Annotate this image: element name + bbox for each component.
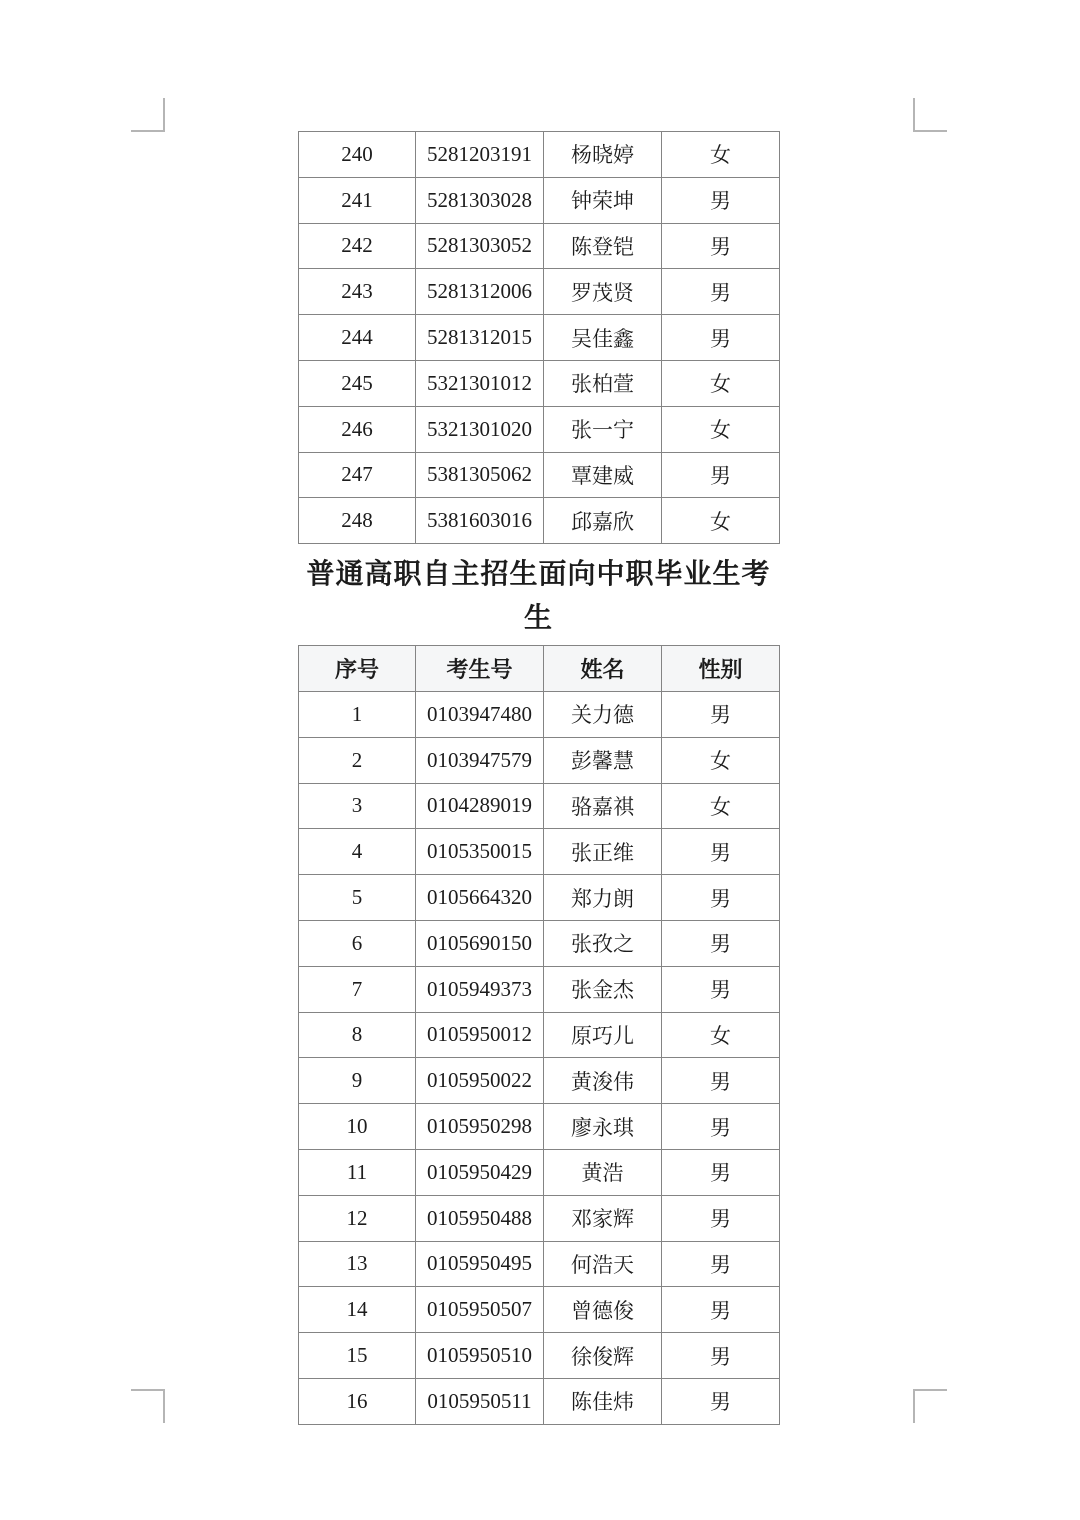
cell-gender: 女: [662, 1012, 780, 1058]
cell-candidate-no: 0105950022: [416, 1058, 544, 1104]
table-row: [299, 737, 780, 783]
cell-gender: 男: [662, 1287, 780, 1333]
cell-serial: 16: [299, 1378, 416, 1424]
cell-gender: 女: [662, 360, 780, 406]
cell-candidate-no: 0103947480: [416, 691, 544, 737]
cell-name: 徐俊辉: [544, 1333, 662, 1379]
table-row: [299, 920, 780, 966]
table-row: [299, 691, 780, 737]
cell-gender: 男: [662, 920, 780, 966]
cell-gender: 女: [662, 737, 780, 783]
cell-candidate-no: 5321301012: [416, 360, 544, 406]
table-row: [299, 1333, 780, 1379]
continuation-table: [298, 131, 780, 544]
cell-candidate-no: 0105949373: [416, 966, 544, 1012]
cell-gender: 男: [662, 1241, 780, 1287]
column-header-name: 姓名: [544, 646, 662, 692]
table-row: [299, 452, 780, 498]
table-row: [299, 132, 780, 178]
continuation-table-body: [299, 132, 780, 544]
cell-name: 杨晓婷: [544, 132, 662, 178]
cell-gender: 男: [662, 452, 780, 498]
table-row: [299, 269, 780, 315]
cell-name: 覃建威: [544, 452, 662, 498]
cell-serial: 245: [299, 360, 416, 406]
cell-gender: 男: [662, 269, 780, 315]
cell-candidate-no: 5321301020: [416, 406, 544, 452]
cell-candidate-no: 0104289019: [416, 783, 544, 829]
table-row: [299, 1104, 780, 1150]
cell-serial: 14: [299, 1287, 416, 1333]
cell-gender: 男: [662, 875, 780, 921]
table-row: [299, 1241, 780, 1287]
candidates-table-body: [299, 691, 780, 1424]
cell-name: 郑力朗: [544, 875, 662, 921]
cell-serial: 8: [299, 1012, 416, 1058]
cell-candidate-no: 5281203191: [416, 132, 544, 178]
table-row: [299, 1058, 780, 1104]
cell-gender: 男: [662, 177, 780, 223]
table-row: [299, 1378, 780, 1424]
table-row: [299, 1012, 780, 1058]
cell-name: 黄浚伟: [544, 1058, 662, 1104]
cell-gender: 女: [662, 783, 780, 829]
cell-name: 张一宁: [544, 406, 662, 452]
cell-name: 廖永琪: [544, 1104, 662, 1150]
cell-serial: 10: [299, 1104, 416, 1150]
cell-candidate-no: 0105950012: [416, 1012, 544, 1058]
cell-name: 张柏萱: [544, 360, 662, 406]
cell-name: 陈登铠: [544, 223, 662, 269]
table-row: [299, 829, 780, 875]
table-row: [299, 1195, 780, 1241]
cell-serial: 12: [299, 1195, 416, 1241]
table-row: [299, 783, 780, 829]
cell-gender: 女: [662, 406, 780, 452]
cell-candidate-no: 0105950298: [416, 1104, 544, 1150]
table-row: [299, 177, 780, 223]
cell-candidate-no: 0105950510: [416, 1333, 544, 1379]
cell-name: 何浩天: [544, 1241, 662, 1287]
cell-candidate-no: 0105950495: [416, 1241, 544, 1287]
cell-serial: 7: [299, 966, 416, 1012]
cell-gender: 男: [662, 1104, 780, 1150]
table-row: [299, 966, 780, 1012]
table-row: [299, 1287, 780, 1333]
cell-name: 张金杰: [544, 966, 662, 1012]
cell-gender: 男: [662, 1378, 780, 1424]
cell-candidate-no: 0105950507: [416, 1287, 544, 1333]
crop-mark-bottom-right: [913, 1389, 947, 1423]
cell-candidate-no: 0105690150: [416, 920, 544, 966]
cell-gender: 男: [662, 691, 780, 737]
cell-serial: 241: [299, 177, 416, 223]
table-row: [299, 1149, 780, 1195]
cell-candidate-no: 0105664320: [416, 875, 544, 921]
column-header-gender: 性别: [662, 646, 780, 692]
cell-serial: 248: [299, 498, 416, 544]
cell-gender: 男: [662, 1195, 780, 1241]
cell-serial: 1: [299, 691, 416, 737]
page-content: [298, 131, 779, 1425]
cell-candidate-no: 5281303028: [416, 177, 544, 223]
cell-candidate-no: 0105950511: [416, 1378, 544, 1424]
table-row: [299, 360, 780, 406]
cell-name: 邱嘉欣: [544, 498, 662, 544]
cell-name: 原巧儿: [544, 1012, 662, 1058]
cell-gender: 男: [662, 1058, 780, 1104]
cell-name: 黄浩: [544, 1149, 662, 1195]
cell-name: 张正维: [544, 829, 662, 875]
cell-serial: 13: [299, 1241, 416, 1287]
cell-serial: 4: [299, 829, 416, 875]
candidates-table-header-row: [299, 646, 780, 692]
crop-mark-bottom-left: [131, 1389, 165, 1423]
cell-gender: 男: [662, 1333, 780, 1379]
cell-serial: 240: [299, 132, 416, 178]
cell-name: 罗茂贤: [544, 269, 662, 315]
cell-candidate-no: 0105350015: [416, 829, 544, 875]
cell-gender: 女: [662, 132, 780, 178]
column-header-serial: 序号: [299, 646, 416, 692]
cell-name: 邓家辉: [544, 1195, 662, 1241]
cell-candidate-no: 5281303052: [416, 223, 544, 269]
cell-name: 彭馨慧: [544, 737, 662, 783]
cell-candidate-no: 5281312006: [416, 269, 544, 315]
cell-serial: 5: [299, 875, 416, 921]
crop-mark-top-left: [131, 98, 165, 132]
cell-serial: 3: [299, 783, 416, 829]
cell-serial: 2: [299, 737, 416, 783]
table-row: [299, 315, 780, 361]
section-heading: 普通高职自主招生面向中职毕业生考生: [306, 558, 771, 634]
cell-candidate-no: 5381603016: [416, 498, 544, 544]
cell-gender: 女: [662, 498, 780, 544]
cell-gender: 男: [662, 315, 780, 361]
table-row: [299, 406, 780, 452]
crop-mark-top-right: [913, 98, 947, 132]
cell-serial: 11: [299, 1149, 416, 1195]
cell-name: 骆嘉祺: [544, 783, 662, 829]
cell-serial: 247: [299, 452, 416, 498]
cell-gender: 男: [662, 966, 780, 1012]
cell-name: 张孜之: [544, 920, 662, 966]
cell-serial: 243: [299, 269, 416, 315]
cell-serial: 15: [299, 1333, 416, 1379]
column-header-candidate-no: 考生号: [416, 646, 544, 692]
cell-candidate-no: 5381305062: [416, 452, 544, 498]
table-row: [299, 875, 780, 921]
cell-gender: 男: [662, 1149, 780, 1195]
table-row: [299, 223, 780, 269]
cell-name: 吴佳鑫: [544, 315, 662, 361]
cell-name: 陈佳炜: [544, 1378, 662, 1424]
candidates-table: [298, 645, 780, 1425]
cell-candidate-no: 0103947579: [416, 737, 544, 783]
cell-serial: 246: [299, 406, 416, 452]
cell-name: 关力德: [544, 691, 662, 737]
cell-serial: 9: [299, 1058, 416, 1104]
cell-name: 钟荣坤: [544, 177, 662, 223]
cell-serial: 242: [299, 223, 416, 269]
cell-candidate-no: 0105950488: [416, 1195, 544, 1241]
cell-serial: 6: [299, 920, 416, 966]
cell-candidate-no: 5281312015: [416, 315, 544, 361]
cell-name: 曾德俊: [544, 1287, 662, 1333]
cell-gender: 男: [662, 829, 780, 875]
cell-gender: 男: [662, 223, 780, 269]
cell-serial: 244: [299, 315, 416, 361]
cell-candidate-no: 0105950429: [416, 1149, 544, 1195]
table-row: [299, 498, 780, 544]
